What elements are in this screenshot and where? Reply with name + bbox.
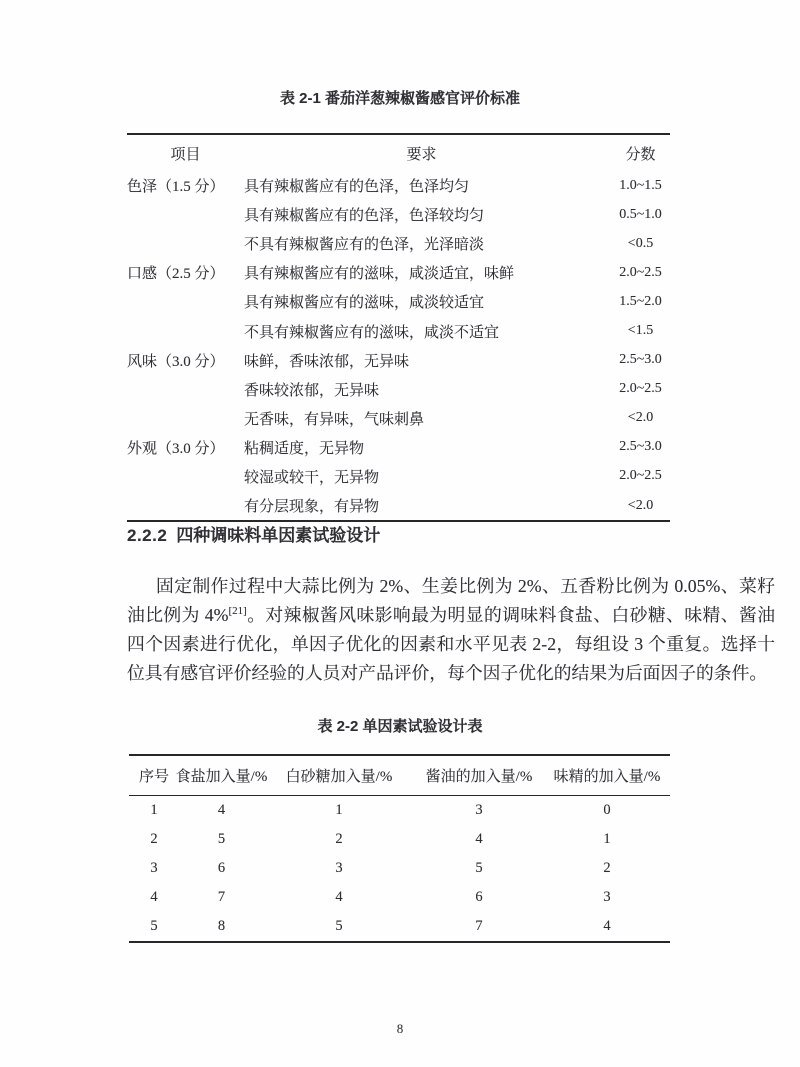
cell-value: 4: [335, 889, 343, 905]
section-number: 2.2.2: [127, 526, 168, 545]
cell-requirement: 无香味，有异味，气味刺鼻: [244, 411, 425, 428]
cell-value: 7: [217, 889, 226, 905]
page-number: 8: [396, 1021, 404, 1036]
citation-ref: [21]: [228, 605, 247, 618]
cell-value: 3: [335, 860, 343, 876]
table-2-1-body: [127, 171, 670, 520]
section-heading: [127, 525, 380, 546]
table-2-2-header-row: [129, 756, 670, 796]
cell-score: 1.5~2.0: [619, 293, 662, 309]
cell-score: 2.0~2.5: [619, 381, 662, 397]
section-title: 四种调味料单因素试验设计: [176, 526, 381, 545]
cell-value: 3: [475, 802, 483, 818]
column-header-serial: 序号: [138, 769, 169, 785]
cell-value: 5: [217, 831, 226, 847]
table-2-2: [129, 754, 670, 943]
cell-value: 5: [150, 918, 158, 934]
body-paragraph: [127, 572, 775, 688]
column-header-soy-sauce: 酱油的加入量/%: [425, 769, 533, 785]
table-row: [129, 854, 670, 883]
cell-item: 色泽（1.5 分）: [127, 179, 225, 196]
table-row: [127, 316, 670, 345]
line-text: 油比例为 4%: [127, 605, 229, 625]
cell-value: 1: [335, 802, 343, 818]
cell-value: 2: [150, 831, 158, 847]
cell-requirement: 具有辣椒酱应有的滋味，咸淡适宜，味鲜: [244, 266, 515, 283]
table-row: [127, 375, 670, 404]
cell-score: 2.5~3.0: [619, 352, 662, 368]
cell-value: 6: [217, 860, 226, 876]
table-row: [127, 258, 670, 287]
cell-score: 0.5~1.0: [619, 206, 662, 222]
column-header-item: 项目: [170, 146, 201, 163]
cell-item: 口感（2.5 分）: [127, 266, 225, 283]
cell-item: 外观（3.0 分）: [127, 440, 225, 457]
cell-value: 4: [603, 918, 611, 934]
cell-score: 2.5~3.0: [619, 439, 662, 455]
table-row: [127, 462, 670, 491]
cell-score: 1.0~1.5: [619, 177, 662, 193]
cell-requirement: 具有辣椒酱应有的色泽，色泽较均匀: [244, 208, 485, 225]
cell-value: 1: [603, 831, 611, 847]
cell-requirement: 香味较浓郁，无异味: [244, 382, 380, 399]
cell-item: 风味（3.0 分）: [127, 353, 225, 370]
cell-value: 4: [475, 831, 483, 847]
paragraph-line: 位具有感官评价经验的人员对产品评价，每个因子优化的结果为后面因子的条件。: [127, 663, 768, 683]
cell-requirement: 具有辣椒酱应有的色泽，色泽均匀: [244, 179, 470, 196]
column-header-msg: 味精的加入量/%: [553, 769, 661, 785]
table-row: [127, 491, 670, 520]
table-row: [129, 912, 670, 941]
column-header-score: 分数: [625, 146, 656, 163]
table-2-2-body: [129, 796, 670, 941]
table-row: [127, 171, 670, 200]
cell-value: 2: [335, 831, 343, 847]
cell-score: <0.5: [627, 235, 654, 251]
cell-score: <2.0: [627, 410, 654, 426]
table-row: [127, 346, 670, 375]
cell-score: 2.0~2.5: [619, 264, 662, 280]
column-header-requirement: 要求: [406, 146, 437, 163]
cell-value: 0: [603, 802, 611, 818]
table-2-2-caption: 表 2-2 单因素试验设计表: [317, 718, 483, 735]
cell-value: 5: [475, 860, 483, 876]
cell-value: 5: [335, 918, 343, 934]
cell-score: <2.0: [627, 497, 654, 513]
cell-requirement: 较湿或较干，无异物: [244, 469, 380, 486]
table-row: [129, 883, 670, 912]
table-row: [129, 796, 670, 825]
cell-value: 4: [217, 802, 226, 818]
paragraph-line: 固定制作过程中大蒜比例为 2%、生姜比例为 2%、五香粉比例为 0.05%、菜籽: [156, 576, 775, 596]
table-row: [127, 229, 670, 258]
cell-requirement: 具有辣椒酱应有的滋味，咸淡较适宜: [244, 295, 485, 312]
table-row: [127, 404, 670, 433]
cell-requirement: 粘稠适度，无异物: [244, 440, 365, 457]
cell-value: 3: [603, 889, 611, 905]
cell-value: 3: [150, 860, 158, 876]
cell-requirement: 不具有辣椒酱应有的色泽，光泽暗淡: [244, 237, 485, 254]
column-header-sugar: 白砂糖加入量/%: [285, 769, 393, 785]
cell-score: <1.5: [627, 323, 654, 339]
cell-value: 4: [150, 889, 158, 905]
table-2-1-header-row: [127, 135, 670, 171]
paragraph-line: [127, 601, 775, 630]
table-row: [127, 433, 670, 462]
cell-value: 6: [475, 889, 483, 905]
table-2-1: [127, 133, 670, 522]
cell-value: 7: [475, 918, 483, 934]
table-row: [127, 200, 670, 229]
cell-requirement: 有分层现象，有异物: [244, 499, 380, 516]
column-header-salt: 食盐加入量/%: [175, 769, 268, 785]
table-row: [129, 825, 670, 854]
cell-requirement: 味鲜，香味浓郁，无异味: [244, 353, 410, 370]
cell-value: 2: [603, 860, 611, 876]
table-2-1-caption: 表 2-1 番茄洋葱辣椒酱感官评价标准: [279, 90, 521, 107]
table-row: [127, 287, 670, 316]
cell-value: 1: [150, 802, 158, 818]
line-text: 。对辣椒酱风味影响最为明显的调味料食盐、白砂糖、味精、酱油: [246, 605, 775, 625]
cell-score: 2.0~2.5: [619, 468, 662, 484]
cell-value: 8: [217, 918, 226, 934]
paragraph-line: 四个因素进行优化，单因子优化的因素和水平见表 2-2，每组设 3 个重复。选择十: [127, 634, 775, 654]
cell-requirement: 不具有辣椒酱应有的滋味，咸淡不适宜: [244, 324, 500, 341]
